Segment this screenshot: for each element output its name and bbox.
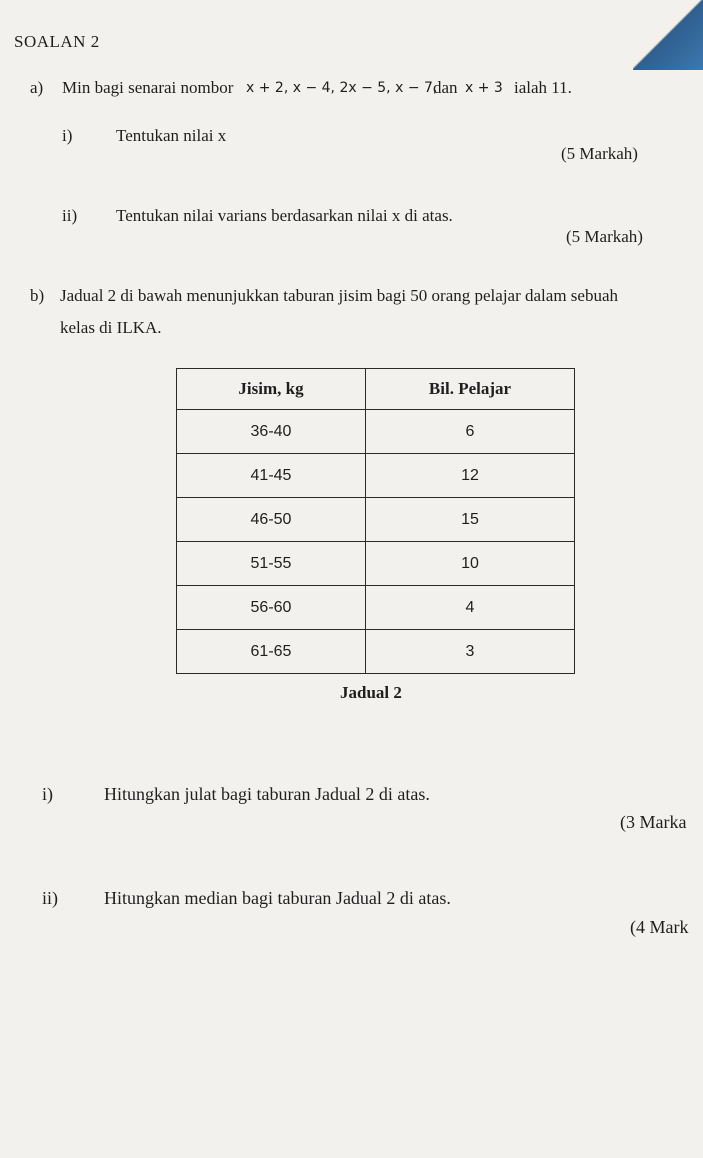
background-corner (633, 0, 703, 70)
distribution-table (176, 368, 575, 674)
part-a-q1-marks: (5 Markah) (561, 144, 638, 163)
table-cell-count: 10 (366, 542, 575, 586)
part-b-q1-label: i) (42, 784, 53, 804)
table-cell-mass: 36-40 (177, 410, 366, 454)
table-cell-mass: 46-50 (177, 498, 366, 542)
table-cell-count: 6 (366, 410, 575, 454)
part-a-q1-label: i) (62, 126, 73, 145)
table-header-students: Bil. Pelajar (366, 369, 575, 410)
table-header-mass: Jisim, kg (177, 369, 366, 410)
part-b-q1-marks: (3 Marka (620, 812, 687, 832)
table-cell-count: 3 (366, 630, 575, 674)
table-row (177, 454, 575, 498)
table-cell-mass: 61-65 (177, 630, 366, 674)
table-row (177, 410, 575, 454)
part-a-q2-marks: (5 Markah) (566, 227, 643, 246)
table-row (177, 586, 575, 630)
table-cell-count: 12 (366, 454, 575, 498)
part-b-label: b) (30, 286, 45, 305)
table-caption: Jadual 2 (340, 683, 402, 702)
part-b-line2: kelas di ILKA. (60, 318, 162, 337)
table-cell-mass: 41-45 (177, 454, 366, 498)
part-a-q2-text: Tentukan nilai varians berdasarkan nilai x di atas. (116, 206, 453, 225)
table-cell-count: 4 (366, 586, 575, 630)
part-a-q1-text: Tentukan nilai x (116, 126, 227, 145)
part-a-q2-label: ii) (62, 206, 78, 225)
part-a-last-expression: x + 3 (465, 80, 503, 96)
part-a-expressions: x + 2, x − 4, 2x − 5, x − 7, (246, 80, 438, 96)
table-cell-count: 15 (366, 498, 575, 542)
table-row (177, 498, 575, 542)
part-b-line1: Jadual 2 di bawah menunjukkan taburan jisim bagi 50 orang pelajar dalam sebuah (60, 286, 619, 305)
part-a-intro: Min bagi senarai nombor (62, 78, 234, 97)
part-b-q2-text: Hitungkan median bagi taburan Jadual 2 di atas. (104, 888, 451, 908)
table-header-row (177, 369, 575, 410)
question-heading: SOALAN 2 (14, 32, 100, 51)
part-b-q1-text: Hitungkan julat bagi taburan Jadual 2 di atas. (104, 784, 430, 804)
table-row (177, 542, 575, 586)
part-b-q2-marks: (4 Mark (630, 917, 689, 937)
table-row (177, 630, 575, 674)
table-cell-mass: 51-55 (177, 542, 366, 586)
part-a-dan: dan (433, 78, 458, 97)
part-b-q2-label: ii) (42, 888, 58, 908)
part-a-label: a) (30, 78, 44, 97)
table-cell-mass: 56-60 (177, 586, 366, 630)
part-a-outro: ialah 11. (514, 78, 572, 97)
